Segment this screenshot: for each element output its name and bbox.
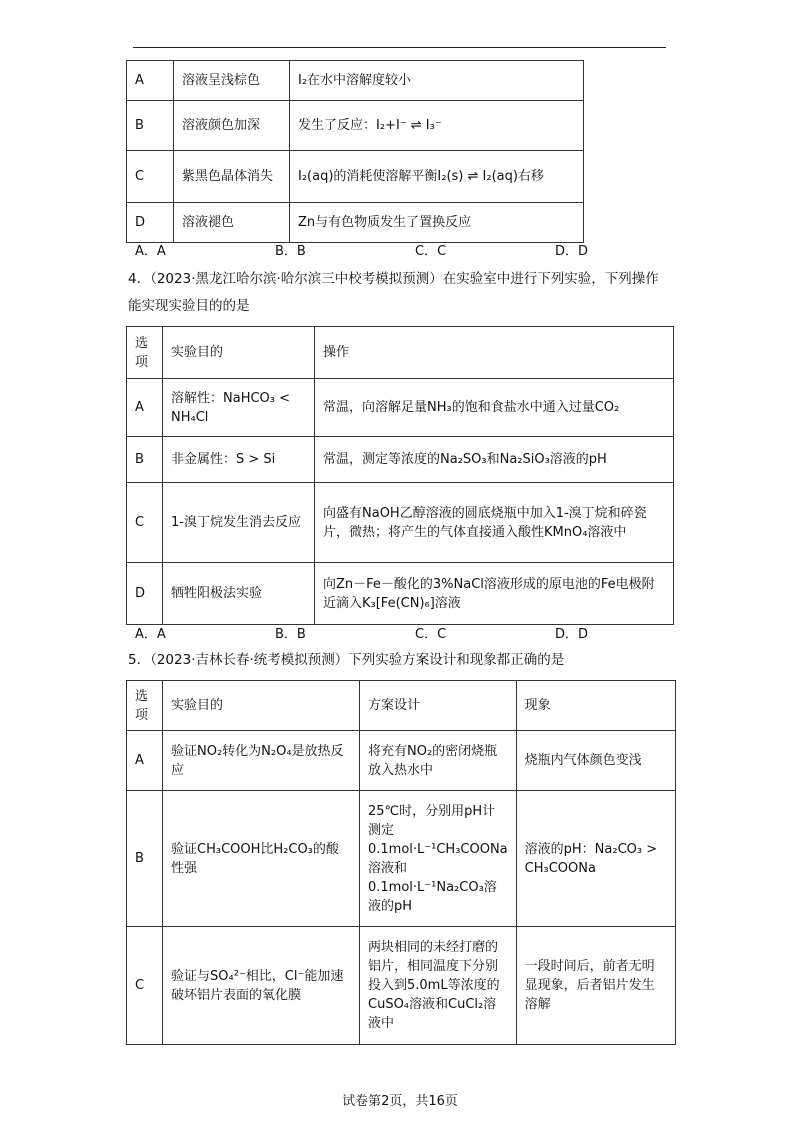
option-cell: A <box>127 61 174 101</box>
explanation-cell: Zn与有色物质发生了置换反应 <box>290 203 584 243</box>
purpose-cell: 1-溴丁烷发生消去反应 <box>163 483 315 563</box>
option-cell: B <box>127 437 163 483</box>
table-row <box>127 483 674 563</box>
phenomenon-cell: 溶液褪色 <box>174 203 290 243</box>
option-cell: B <box>127 101 174 151</box>
header-operation: 操作 <box>315 327 674 379</box>
phenomenon-cell: 溶液呈浅棕色 <box>174 61 290 101</box>
purpose-cell: 牺牲阳极法实验 <box>163 563 315 625</box>
choice-d[interactable]: D．D <box>555 627 589 642</box>
purpose-cell: 非金属性：S > Si <box>163 437 315 483</box>
table-row <box>127 731 676 791</box>
option-cell: C <box>127 927 163 1045</box>
option-cell: D <box>127 563 163 625</box>
q3-table <box>126 60 584 243</box>
q4-choices <box>135 623 655 641</box>
phenomenon-cell: 一段时间后，前者无明显现象，后者铝片发生溶解 <box>516 927 675 1045</box>
table-row <box>127 151 584 203</box>
explanation-cell: I₂(aq)的消耗使溶解平衡I₂(s) ⇌ I₂(aq)右移 <box>290 151 584 203</box>
q4-stem: 4．（2023·黑龙江哈尔滨·哈尔滨三中校考模拟预测）在实验室中进行下列实验，下列操作能实现实验目的的是 <box>128 271 659 314</box>
phenomenon-cell: 烧瓶内气体颜色变浅 <box>516 731 675 791</box>
table-row <box>127 927 676 1045</box>
header-purpose: 实验目的 <box>163 681 360 731</box>
q3-choices <box>135 240 655 258</box>
choice-b[interactable]: B．B <box>275 627 306 642</box>
option-cell: D <box>127 203 174 243</box>
purpose-cell: 验证NO₂转化为N₂O₄是放热反应 <box>163 731 360 791</box>
header-phenomenon: 现象 <box>516 681 675 731</box>
choice-c[interactable]: C．C <box>415 244 447 259</box>
table-row <box>127 379 674 437</box>
operation-cell: 向Zn－Fe－酸化的3%NaCl溶液形成的原电池的Fe电极附近滴入K₃[Fe(CN)₆]溶液 <box>315 563 674 625</box>
header-rule <box>133 47 666 48</box>
choice-d[interactable]: D．D <box>555 244 589 259</box>
table-row <box>127 101 584 151</box>
header-option: 选项 <box>127 681 163 731</box>
choice-a[interactable]: A．A <box>135 627 166 642</box>
design-cell: 25℃时，分别用pH计测定0.1mol·L⁻¹CH₃COONa溶液和0.1mol·L⁻¹Na₂CO₃溶液的pH <box>360 791 517 927</box>
design-cell: 两块相同的未经打磨的铝片，相同温度下分别投入到5.0mL等浓度的CuSO₄溶液和CuCl₂溶液中 <box>360 927 517 1045</box>
header-design: 方案设计 <box>360 681 517 731</box>
table-header-row <box>127 327 674 379</box>
option-cell: A <box>127 731 163 791</box>
option-cell: B <box>127 791 163 927</box>
choice-b[interactable]: B．B <box>275 244 306 259</box>
choice-a[interactable]: A．A <box>135 244 166 259</box>
option-cell: A <box>127 379 163 437</box>
page-footer: 试卷第2页，共16页 <box>342 1094 458 1109</box>
option-cell: C <box>127 483 163 563</box>
header-purpose: 实验目的 <box>163 327 315 379</box>
operation-cell: 常温，测定等浓度的Na₂SO₃和Na₂SiO₃溶液的pH <box>315 437 674 483</box>
purpose-cell: 溶解性：NaHCO₃ < NH₄Cl <box>163 379 315 437</box>
table-header-row <box>127 681 676 731</box>
purpose-cell: 验证与SO₄²⁻相比，Cl⁻能加速破坏铝片表面的氧化膜 <box>163 927 360 1045</box>
phenomenon-cell: 紫黑色晶体消失 <box>174 151 290 203</box>
phenomenon-cell: 溶液颜色加深 <box>174 101 290 151</box>
q5-stem: 5．（2023·吉林长春·统考模拟预测）下列实验方案设计和现象都正确的是 <box>128 652 565 668</box>
design-cell: 将充有NO₂的密闭烧瓶放入热水中 <box>360 731 517 791</box>
operation-cell: 向盛有NaOH乙醇溶液的圆底烧瓶中加入1-溴丁烷和碎瓷片，微热；将产生的气体直接通入酸性KMnO₄溶液中 <box>315 483 674 563</box>
purpose-cell: 验证CH₃COOH比H₂CO₃的酸性强 <box>163 791 360 927</box>
choice-c[interactable]: C．C <box>415 627 447 642</box>
operation-cell: 常温，向溶解足量NH₃的饱和食盐水中通入过量CO₂ <box>315 379 674 437</box>
q5-table <box>126 680 676 1045</box>
header-option: 选项 <box>127 327 163 379</box>
explanation-cell: I₂在水中溶解度较小 <box>290 61 584 101</box>
table-row <box>127 61 584 101</box>
table-row <box>127 791 676 927</box>
table-row <box>127 437 674 483</box>
option-cell: C <box>127 151 174 203</box>
explanation-cell: 发生了反应：I₂+I⁻ ⇌ I₃⁻ <box>290 101 584 151</box>
table-row <box>127 203 584 243</box>
table-row <box>127 563 674 625</box>
phenomenon-cell: 溶液的pH：Na₂CO₃ > CH₃COONa <box>516 791 675 927</box>
q4-table <box>126 326 674 625</box>
